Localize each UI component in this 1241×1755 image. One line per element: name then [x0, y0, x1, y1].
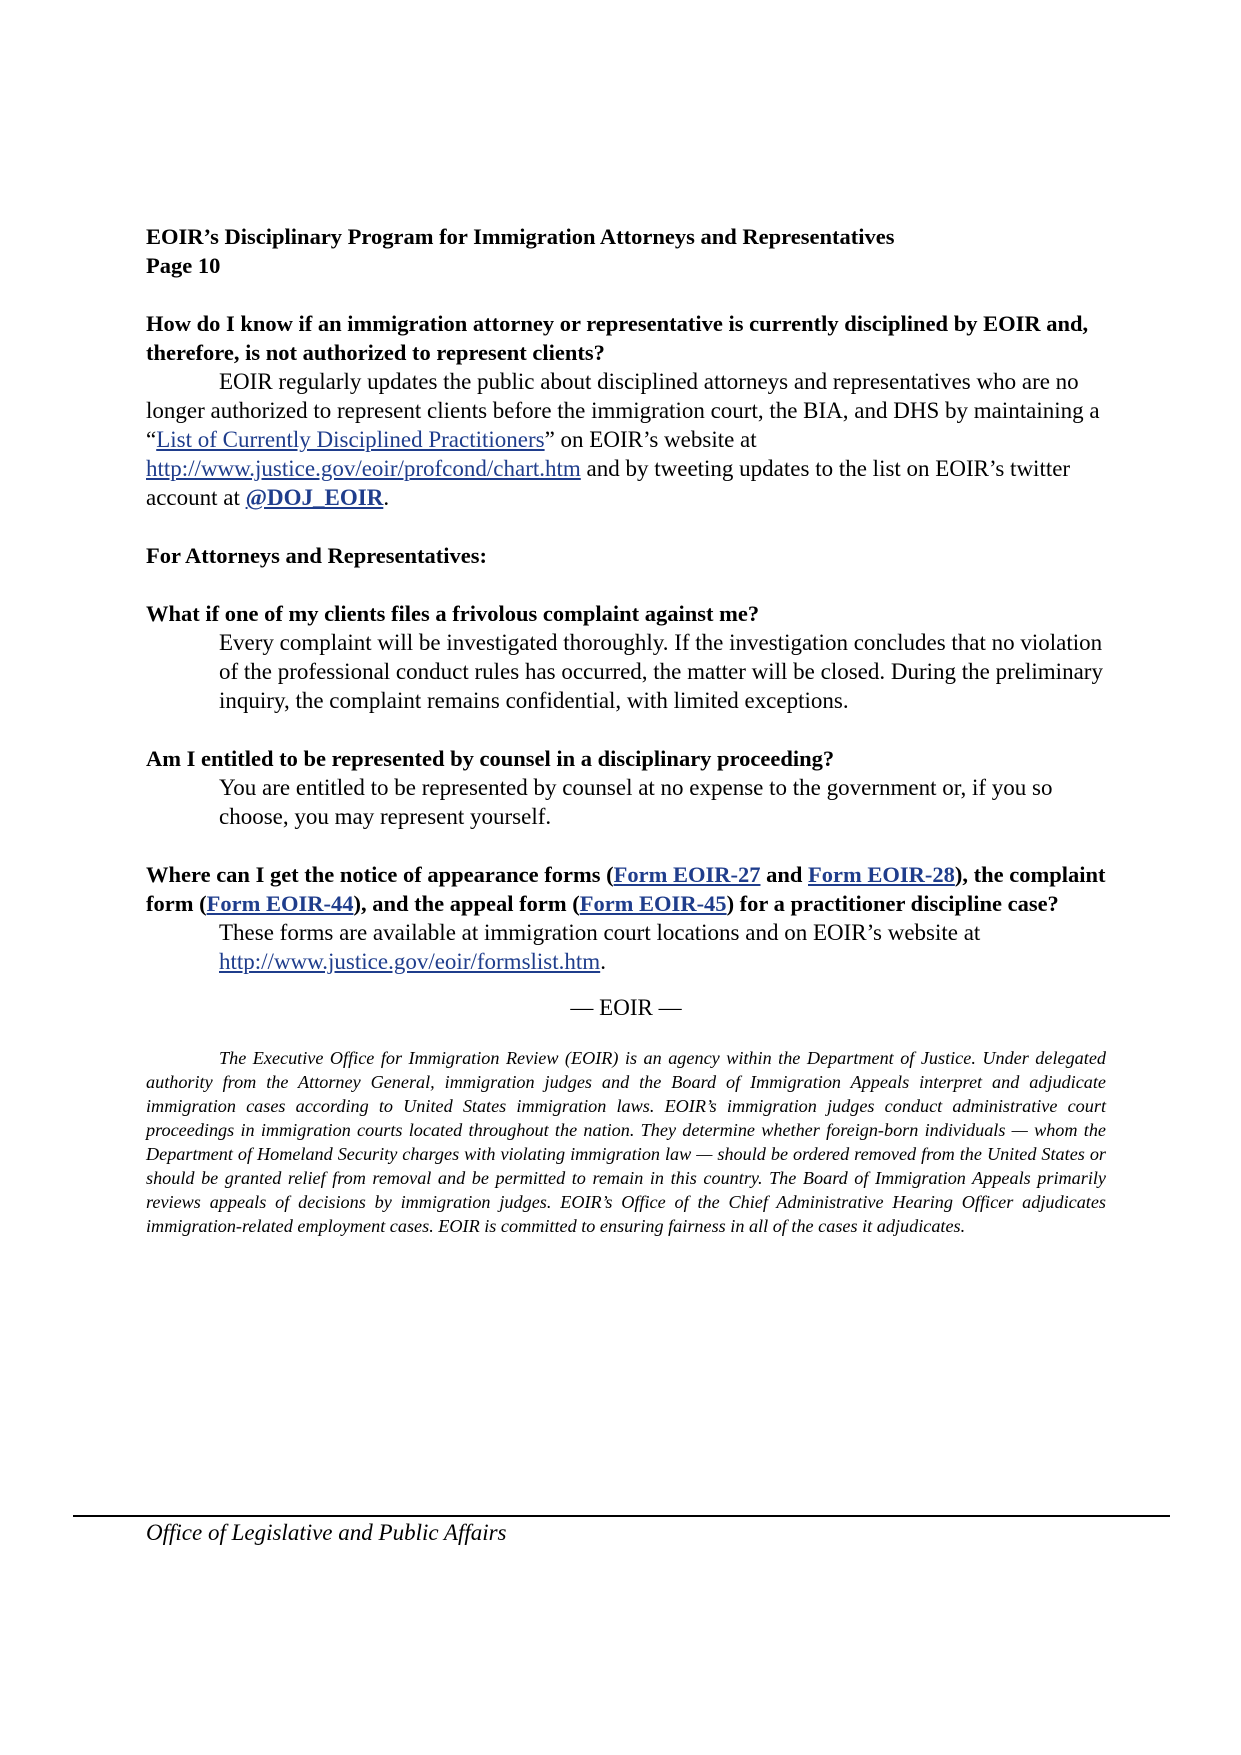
page-content	[146, 222, 1106, 1256]
faq-question-forms: Where can I get the notice of appearance forms (Form EOIR-27 and Form EOIR-28), the complaint form (Form EOIR-44), and the appeal form (Form EOIR-45) for a practitioner discipline case?	[146, 862, 1106, 916]
twitter-handle-link[interactable]: @DOJ_EOIR	[245, 485, 384, 510]
faq-answer-counsel: You are entitled to be represented by counsel at no expense to the government or, if you so choose, you may represent yourself.	[219, 775, 1053, 829]
eoir-boilerplate: The Executive Office for Immigration Review (EOIR) is an agency within the Department of Justice. Under delegated authority from the Attorney General, immigration judges and the Board of Immigration Appeals interpret and adjudicate immigration cases according to United States immigration laws. EOIR’s immigration judges conduct administrative court proceedings in immigration courts located throughout the nation. They determine whether foreign-born individuals — whom the Department of Homeland Security charges with violating immigration law — should be ordered removed from the United States or should be granted relief from removal and be permitted to remain in this country. The Board of Immigration Appeals primarily reviews appeals of decisions by immigration judges. EOIR’s Office of the Chief Administrative Hearing Officer adjudicates immigration-related employment cases. EOIR is committed to ensuring fairness in all of the cases it adjudicates.	[146, 1048, 1106, 1236]
form-eoir-28-link[interactable]: Form EOIR-28	[808, 862, 955, 887]
form-eoir-27-link[interactable]: Form EOIR-27	[613, 862, 761, 887]
faq-question-disciplined: How do I know if an immigration attorney or representative is currently disciplined by EOIR and, therefore, is not authorized to represent clients?	[146, 311, 1089, 365]
footer-divider	[73, 1515, 1170, 1517]
faq-answer-forms: These forms are available at immigration court locations and on EOIR’s website at http://www.justice.gov/eoir/formslist.htm.	[219, 920, 981, 974]
faq-answer-disciplined: EOIR regularly updates the public about disciplined attorneys and representatives who are no longer authorized to represent clients before the immigration court, the BIA, and DHS by maintaining a “List of Currently Disciplined Practitioners” on EOIR’s website at http://www.justice.gov/eoir/profcond/chart.htm and by tweeting updates to the list on EOIR’s twitter account at @DOJ_EOIR.	[146, 369, 1100, 510]
document-title: EOIR’s Disciplinary Program for Immigration Attorneys and Representatives	[146, 224, 895, 249]
faq-answer-frivolous: Every complaint will be investigated thoroughly. If the investigation concludes that no violation of the professional conduct rules has occurred, the matter will be closed. During the preliminary inquiry, the complaint remains confidential, with limited exceptions.	[219, 630, 1103, 713]
faq-question-counsel: Am I entitled to be represented by counsel in a disciplinary proceeding?	[146, 746, 835, 771]
form-eoir-44-link[interactable]: Form EOIR-44	[206, 891, 354, 916]
chart-url-link[interactable]: http://www.justice.gov/eoir/profcond/chart.htm	[146, 456, 581, 481]
form-eoir-45-link[interactable]: Form EOIR-45	[579, 891, 727, 916]
disciplined-practitioners-list-link[interactable]: List of Currently Disciplined Practitioners	[156, 427, 545, 452]
faq-question-frivolous: What if one of my clients files a frivolous complaint against me?	[146, 601, 760, 626]
section-heading-attorneys: For Attorneys and Representatives:	[146, 543, 488, 568]
eoir-separator: — EOIR —	[570, 995, 682, 1020]
forms-list-url-link[interactable]: http://www.justice.gov/eoir/formslist.htm	[219, 949, 601, 974]
page-number: Page 10	[146, 253, 221, 278]
footer-office-name: Office of Legislative and Public Affairs	[146, 1520, 507, 1545]
